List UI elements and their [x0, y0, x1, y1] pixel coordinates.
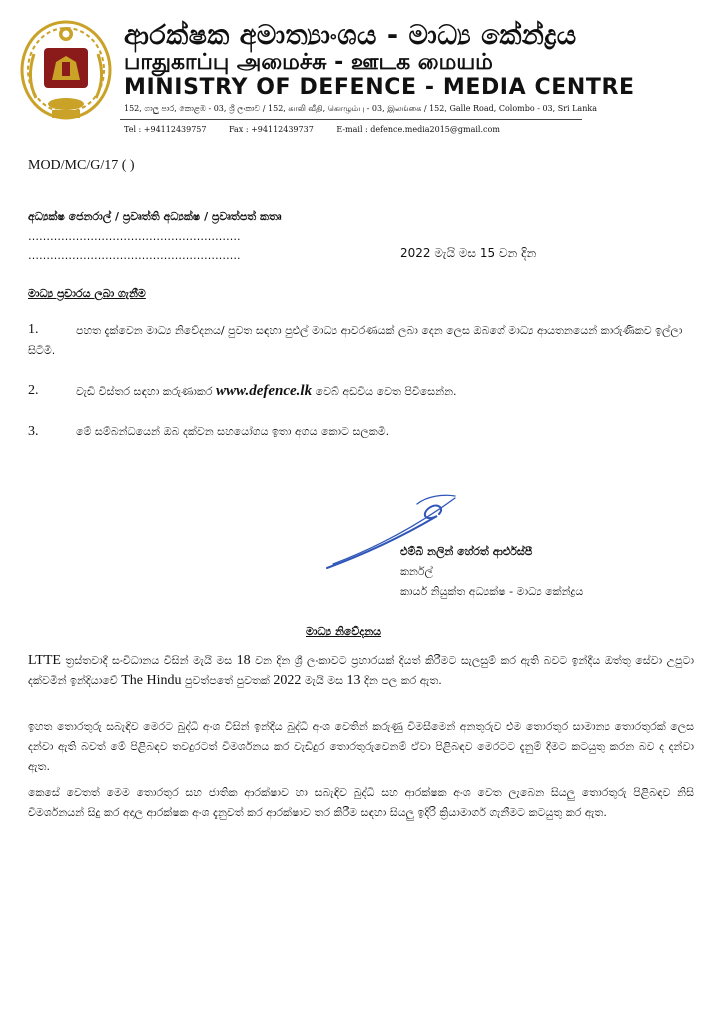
item-2-text: [76, 381, 696, 402]
release-p1-ltte: LTTE: [28, 653, 61, 668]
item-3-number: 3.: [28, 424, 39, 439]
addressee: අධ්‍යක්ෂ ජෙනරාල් / ප්‍රවෘත්ති අධ්‍යක්ෂ / ප්‍රවෘත්පත් කතෘ: [28, 210, 282, 223]
letterhead-title-sinhala: ආරක්ෂක අමාත්‍යාංශය - මාධ්‍ය කේන්ද්‍රය: [124, 20, 577, 51]
item-1-text: පහත දැක්වෙන මාධ්‍ය නිවේදනය/ පුවත සඳහා පුළුල් මාධ්‍ය ආවරණයක් ලබා දෙන ලෙස ඔබගේ මාධ්‍ය ආයතනයෙන් කාරුණිකව ඉල්ලා සිටිමි.: [28, 324, 683, 357]
letterhead-email: E-mail : defence.media2015@gmail.com: [336, 125, 500, 134]
release-p1-day: 18: [236, 653, 251, 668]
item-3-text: මේ සම්බන්ධයෙන් ඔබ දක්වන සහයෝගය ඉතා අගය කොට සලකමි.: [76, 425, 390, 438]
release-paragraph-1: [28, 651, 694, 691]
letterhead-title-tamil: பாதுகாப்பு அமைச்சு - ஊடக மையம்: [124, 50, 493, 75]
item-2-number: 2.: [28, 383, 39, 398]
letterhead-tel: Tel : +94112439757: [124, 125, 207, 134]
release-p1-year: 2022: [273, 673, 302, 688]
signatory-title: කාර්ය නියුක්ත අධ්‍යක්ෂ - මාධ්‍ය කේන්ද්‍රය: [400, 585, 584, 598]
letterhead-contact: [124, 125, 520, 134]
letterhead-address: 152, ගාලු පාර, කොළඹ - 03, ශ්‍රී ලංකාව / 152, காலி வீதி, கொழும்பு - 03, இலங்கை / 152, Galle Road, Colombo - 03, Sri Lanka: [124, 104, 597, 113]
letter-subject: මාධ්‍ය ප්‍රචාරය ලබා ගැනීම: [28, 287, 146, 300]
release-p1-text-h: මැයි මස: [301, 674, 347, 687]
release-p1-text-d: වන දින ශ්‍රී ලංකාවට ප්‍රහාරයක් දියත් කිරීමට සැලසුම් කර ඇති බවට ඉන්දීය ඔත්තු සේවා උපුටා දක්වමින් ඉන්දියාවේ: [28, 654, 695, 687]
release-p1-newspaper: The Hindu: [121, 673, 182, 688]
item-2-text-post: වෙබ් අඩවිය වෙත පිවිසෙන්න.: [312, 385, 457, 398]
release-paragraph-3: කෙසේ වෙතත් මෙම තොරතුර සහ ජාතික ආරක්ෂාව හා සබැඳිව බුද්ධි සහ ආරක්ෂක අංශ වෙත ලැබෙන සියලු තොරතුරු පිළිබඳව නිසි විමර්ශනයන් සිදු කර අදාල ආරක්ෂක අංශ දැනුවත් කර ආරක්ෂාව තර කිරීම සඳහා සියලු ඉදිරි ක්‍රියාමාර්ග ගැනීමට කටයුතු කර ඇත.: [28, 786, 694, 819]
handwritten-signature: [325, 488, 475, 573]
release-p1-text-f: පුවත්පතේ පුවතක්: [181, 674, 274, 687]
letterhead-title-english: MINISTRY OF DEFENCE - MEDIA CENTRE: [124, 75, 635, 100]
signatory-name: එම්බී නලින් හේරත් ආර්එස්පී: [400, 545, 533, 558]
letterhead-divider: [120, 119, 582, 120]
letterhead-fax: Fax : +94112439737: [229, 125, 314, 134]
letter-date: 2022 මැයි මස 15 වන දින: [400, 246, 537, 260]
release-p1-date: 13: [346, 673, 361, 688]
address-dots-line-2: ………………………………………………….: [28, 249, 241, 262]
release-p1-text-b: ත්‍රස්තවාදී සංවිධානය විසින් මැයි මස: [60, 654, 237, 667]
sri-lanka-emblem-icon: [18, 18, 114, 128]
release-p1-text-j: දින පල කර ඇත.: [360, 674, 442, 687]
release-paragraph-2: ඉහත තොරතුරු සබැඳිව මෙරට බුද්ධි අංශ විසින් ඉන්දීය බුද්ධි අංශ වෙතින් කරුණු විමසීමෙන් අනතුරුව එම තොරතුර සාමාන්‍ය තොරතුරක් ලෙස දන්වා ඇති බවත් මේ පිළිබඳව තවදුරටත් විමර්ශනය කර වැඩිදුර තොරතුරුවෙනම් ඒවා පිළිබඳව මෙරටට දැනුම් දීමට කටයුතු කරන බව ද දන්වා ඇත.: [28, 720, 694, 773]
item-1-number: 1.: [28, 322, 39, 337]
website-link[interactable]: www.defence.lk: [215, 383, 313, 399]
reference-number: MOD/MC/G/17 ( ): [28, 158, 135, 173]
address-dots-line-1: ………………………………………………….: [28, 230, 241, 243]
item-2-text-pre: වැඩි විස්තර සඳහා කරුණාකර: [76, 385, 216, 398]
signatory-rank: කර්නල්: [400, 565, 433, 578]
release-heading: මාධ්‍ය නිවේදනය: [306, 625, 382, 638]
